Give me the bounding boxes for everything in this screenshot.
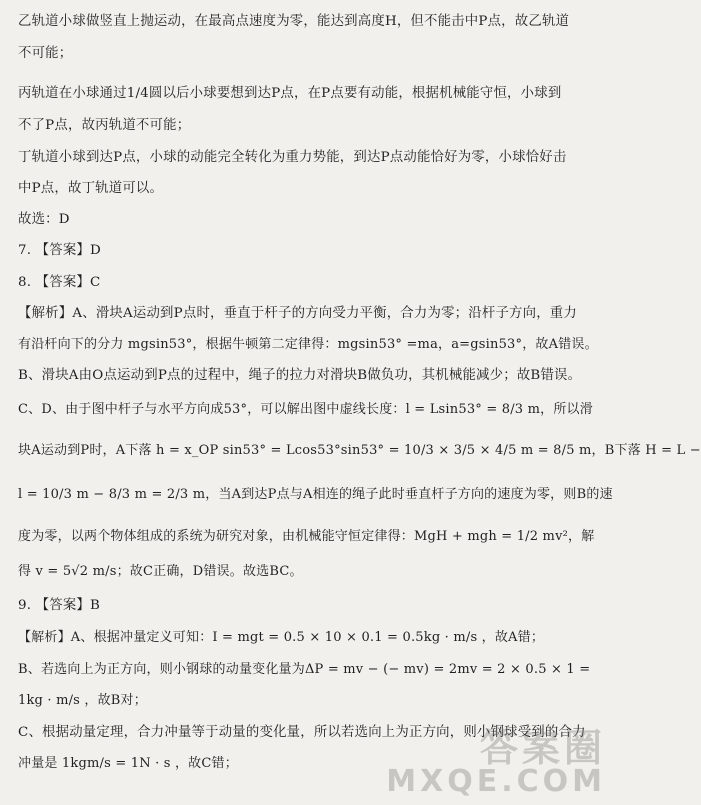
text-line: C、根据动量定理，合力冲量等于动量的变化量，所以若选向上为正方向，则小钢球受到的合力 [18, 725, 586, 740]
watermark-logo [386, 726, 606, 799]
text-line: 9. 【答案】B [18, 598, 101, 613]
text-line: B、滑块A由O点运动到P点的过程中，绳子的拉力对滑块B做负功，其机械能减少；故B错误。 [18, 368, 582, 383]
text-line: 块A运动到P时，A下落 h = x_OP sin53° = Lcos53°sin53° = 10/3 × 3/5 × 4/5 m = 8/5 m，B下落 H = L − [18, 443, 701, 458]
text-line: 中P点，故丁轨道可以。 [18, 181, 164, 196]
text-line: 有沿杆向下的分力 mgsin53°，根据牛顿第二定律得：mgsin53° =ma，a=gsin53°，故A错误。 [18, 337, 598, 352]
text-line: 【解析】A、滑块A运动到P点时，垂直于杆子的方向受力平衡，合力为零；沿杆子方向，重力 [18, 306, 577, 321]
text-line: 7. 【答案】D [18, 243, 101, 258]
text-line: 【解析】A、根据冲量定义可知：I = mgt = 0.5 × 10 × 0.1 = 0.5kg · m/s ，故A错； [18, 630, 545, 645]
text-line: 冲量是 1kgm/s = 1N · s ，故C错； [18, 756, 238, 771]
text-line: 1kg · m/s ，故B对； [18, 693, 147, 708]
text-line: 丁轨道小球到达P点，小球的动能完全转化为重力势能，到达P点动能恰好为零，小球恰好击 [18, 150, 567, 165]
watermark-text: 答案圈 [479, 726, 606, 770]
text-line: 故选：D [18, 212, 70, 227]
text-line: C、D、由于图中杆子与水平方向成53°，可以解出图中虚线长度：l = Lsin53° = 8/3 m，所以滑 [18, 402, 593, 417]
text-line: B、若选向上为正方向，则小钢球的动量变化量为ΔP = mv − (− mv) = 2mv = 2 × 0.5 × 1 = [18, 662, 591, 677]
text-line: l = 10/3 m − 8/3 m = 2/3 m，当A到达P点与A相连的绳子此时垂直杆子方向的速度为零，则B的速 [18, 487, 613, 502]
text-line: 度为零，以两个物体组成的系统为研究对象，由机械能守恒定律得：MgH + mgh = 1/2 mv²，解 [18, 529, 595, 544]
text-line: 丙轨道在小球通过1/4圆以后小球要想到达P点，在P点要有动能，根据机械能守恒，小球到 [18, 86, 562, 101]
watermark-url: MXQE.COM [386, 764, 606, 799]
text-line: 乙轨道小球做竖直上抛运动，在最高点速度为零，能达到高度H，但不能击中P点，故乙轨道 [18, 14, 570, 29]
text-line: 不可能； [18, 46, 73, 61]
text-line: 8. 【答案】C [18, 275, 101, 290]
text-line: 不了P点，故丙轨道不可能； [18, 118, 191, 133]
text-line: 得 v = 5√2 m/s；故C正确，D错误。故选BC。 [18, 564, 303, 579]
